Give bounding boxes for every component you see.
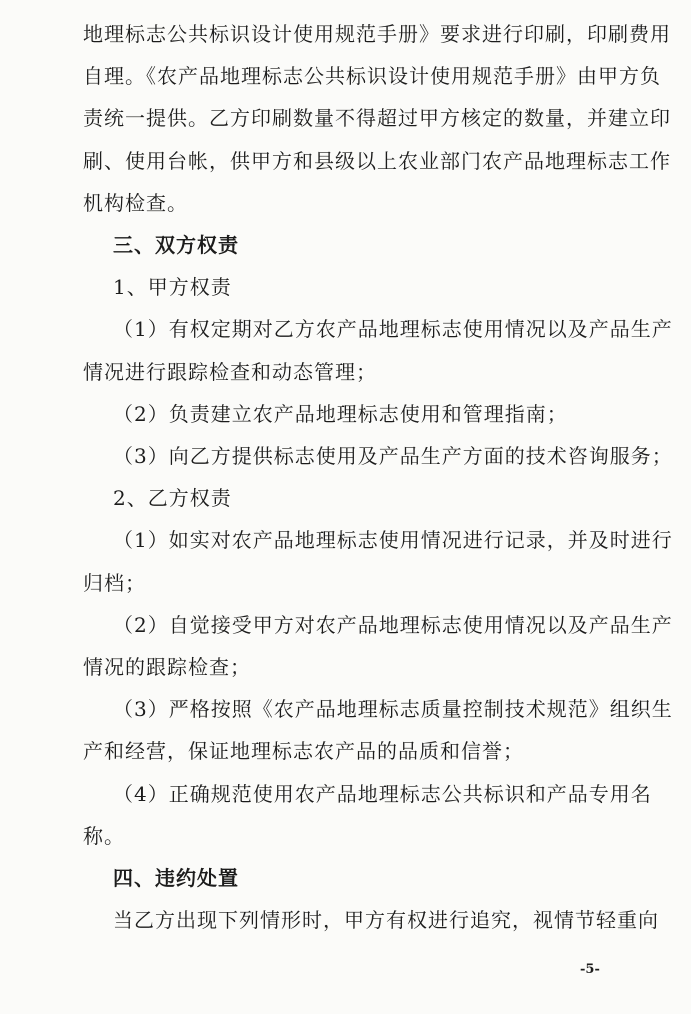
paragraph-line: 机构检查。 — [83, 190, 188, 215]
paragraph-line: 责统一提供。乙方印刷数量不得超过甲方核定的数量，并建立印 — [83, 106, 671, 131]
section-heading: 四、违约处置 — [113, 866, 239, 890]
paragraph-line: 当乙方出现下列情形时，甲方有权进行追究，视情节轻重向 — [113, 908, 659, 933]
paragraph-line: （4）正确规范使用农产品地理标志公共标识和产品专用名 — [113, 781, 652, 806]
paragraph-line: （1）有权定期对乙方农产品地理标志使用情况以及产品生产 — [113, 317, 673, 342]
paragraph-line: 称。 — [83, 823, 125, 848]
paragraph-line: 1、甲方权责 — [113, 275, 232, 300]
paragraph-line: 归档； — [83, 570, 146, 595]
paragraph-line: 2、乙方权责 — [113, 486, 232, 511]
paragraph-line: 刷、使用台帐，供甲方和县级以上农业部门农产品地理标志工作 — [83, 148, 671, 173]
paragraph-line: 情况进行跟踪检查和动态管理； — [83, 359, 377, 384]
paragraph-line: 地理标志公共标识设计使用规范手册》要求进行印刷，印刷费用 — [83, 22, 671, 46]
paragraph-line: （2）自觉接受甲方对农产品地理标志使用情况以及产品生产 — [113, 612, 673, 637]
paragraph-line: 产和经营，保证地理标志农产品的品质和信誉； — [83, 739, 524, 764]
paragraph-line: （3）向乙方提供标志使用及产品生产方面的技术咨询服务； — [113, 444, 673, 468]
paragraph-line: （2）负责建立农产品地理标志使用和管理指南； — [113, 401, 568, 426]
paragraph-line: （3）严格按照《农产品地理标志质量控制技术规范》组织生 — [113, 697, 673, 722]
page-number: -5- — [580, 962, 600, 977]
paragraph-line: （1）如实对农产品地理标志使用情况进行记录，并及时进行 — [113, 528, 673, 553]
paragraph-line: 自理。《农产品地理标志公共标识设计使用规范手册》由甲方负 — [83, 64, 661, 89]
paragraph-line: 情况的跟踪检查； — [83, 655, 251, 679]
section-heading: 三、双方权责 — [113, 233, 239, 257]
